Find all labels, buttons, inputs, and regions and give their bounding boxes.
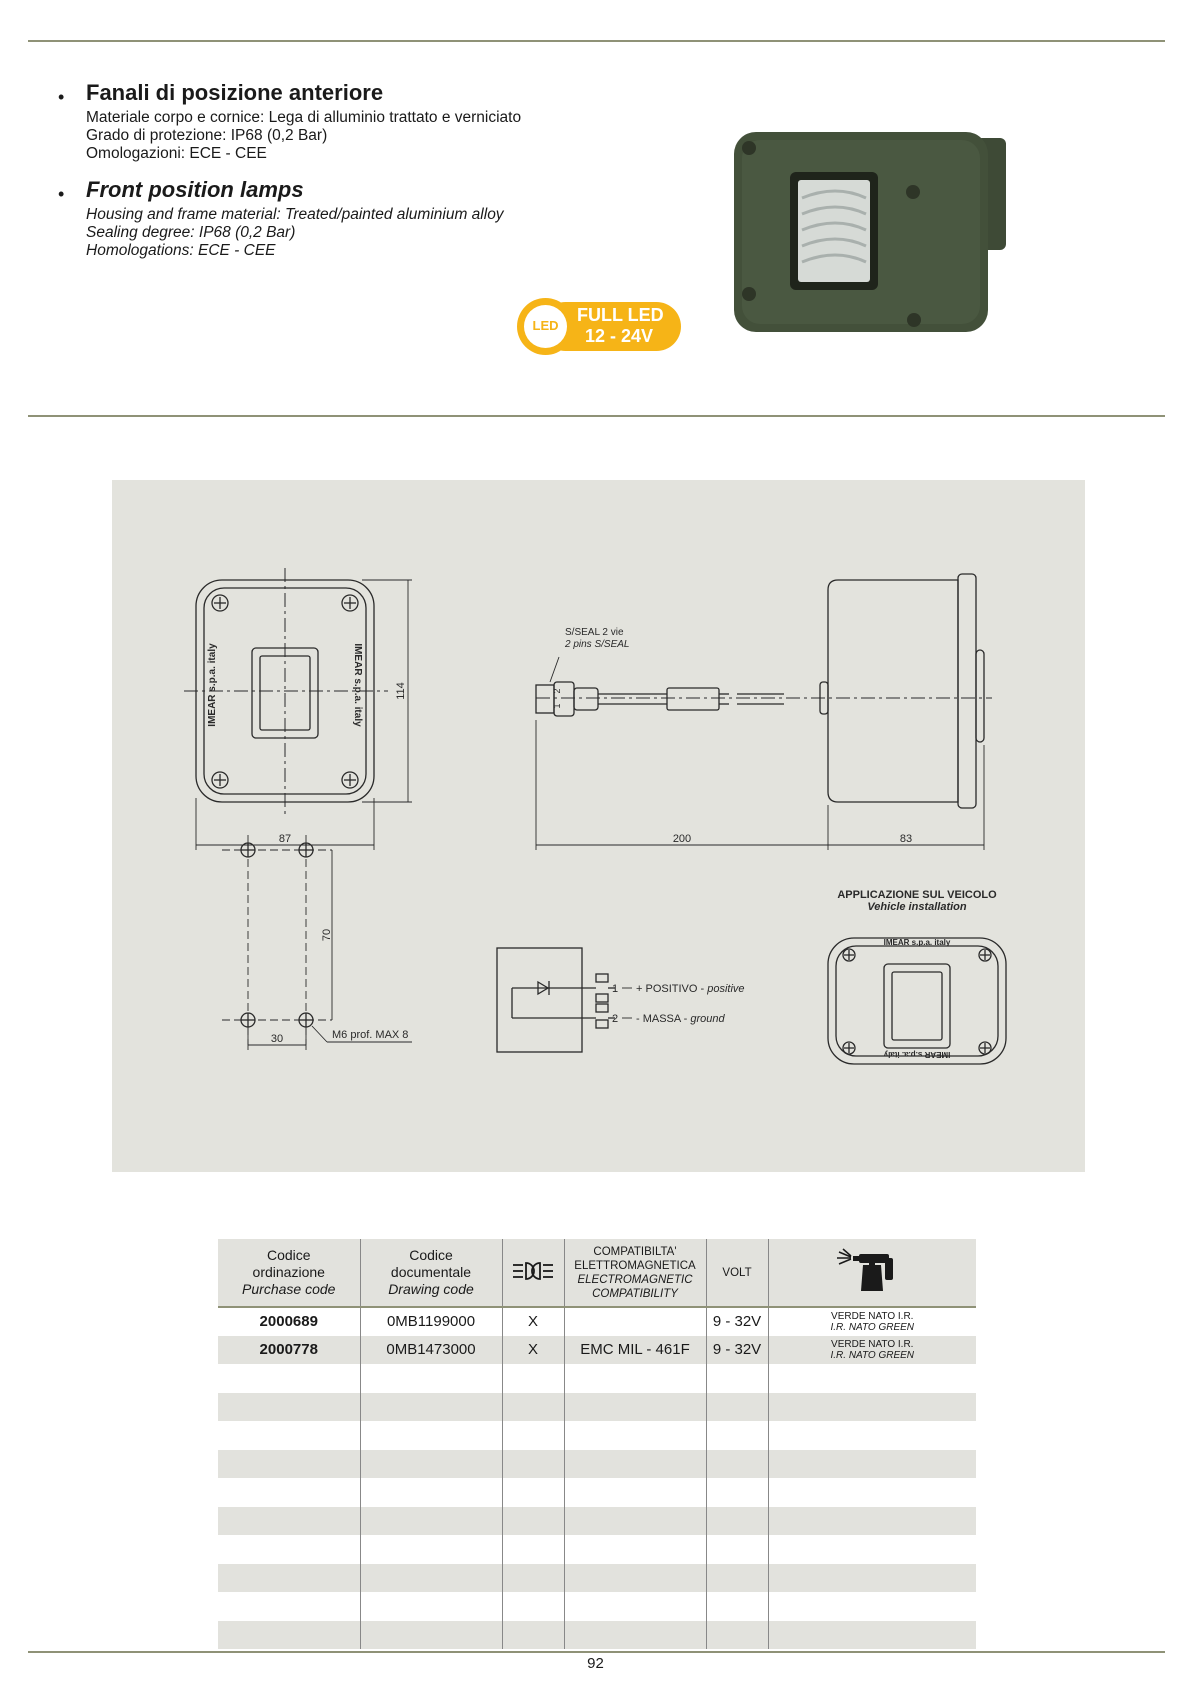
empty-cell [768,1564,976,1593]
spray-gun-icon [837,1248,907,1294]
empty-cell [706,1507,768,1536]
mounting-hole-icon [299,1013,313,1027]
top-divider [28,40,1165,42]
hole-horizontal-dimension: 30 [270,1033,284,1045]
empty-cell [218,1507,360,1536]
empty-cell [706,1564,768,1593]
wire2-label: - MASSA - ground [636,1013,725,1025]
mounting-hole-icon [299,843,313,857]
empty-table-row [218,1450,976,1479]
empty-cell [218,1621,360,1650]
emc-cell [564,1307,706,1336]
empty-cell [218,1364,360,1393]
empty-cell [564,1393,706,1422]
empty-cell [706,1621,768,1650]
depth-dimension: 83 [899,833,913,845]
screw-icon [212,772,228,788]
connector-note-en: 2 pins S/SEAL [565,639,630,650]
empty-cell [360,1535,502,1564]
empty-cell [706,1592,768,1621]
empty-cell [360,1592,502,1621]
page-number: 92 [587,1655,604,1672]
empty-cell [502,1364,564,1393]
installation-brand-top: IMEAR s.p.a. italy [883,938,951,947]
empty-cell [706,1535,768,1564]
empty-cell [360,1478,502,1507]
height-dimension: 114 [395,682,407,700]
emc-cell: EMC MIL - 461F [564,1336,706,1365]
wire1-number: 1 [612,983,619,995]
position-lamp-icon [511,1260,555,1282]
bottom-divider [28,1651,1165,1653]
installation-brand-bottom: IMEAR s.p.a. italy [883,1050,951,1059]
empty-cell [564,1564,706,1593]
bullet: • [58,87,65,107]
position-cell: X [502,1336,564,1365]
mounting-hole-icon [241,843,255,857]
empty-cell [218,1393,360,1422]
wire2-number: 2 [612,1013,619,1025]
empty-cell [564,1450,706,1479]
spec-line: Housing and frame material: Treated/painted aluminium alloy [86,206,504,223]
empty-cell [360,1450,502,1479]
pin2-label: 2 [552,688,562,694]
empty-cell [502,1507,564,1536]
empty-cell [768,1535,976,1564]
side-view [820,574,984,850]
empty-cell [360,1421,502,1450]
empty-cell [502,1478,564,1507]
led-icon-text: LED [532,318,559,333]
empty-cell [768,1393,976,1422]
empty-cell [502,1393,564,1422]
title-italian: Fanali di posizione anteriore [86,80,384,105]
installation-subtitle: Vehicle installation [867,901,967,913]
table-row [218,1336,976,1365]
empty-cell [768,1621,976,1650]
screw-icon [212,595,228,611]
empty-cell [768,1507,976,1536]
empty-cell [564,1478,706,1507]
empty-cell [564,1364,706,1393]
italian-spec-lines [86,109,521,163]
empty-table-row [218,1393,976,1422]
empty-cell [502,1564,564,1593]
empty-cell [768,1364,976,1393]
empty-cell [564,1535,706,1564]
header-finish [768,1239,976,1307]
empty-cell [768,1421,976,1450]
hole-vertical-dimension: 70 [321,928,333,942]
cable-length-dimension: 200 [672,833,692,845]
spec-line: Homologations: ECE - CEE [86,242,276,259]
drawing-code-cell: 0MB1199000 [360,1307,502,1336]
product-photo [728,110,1012,346]
empty-cell [218,1450,360,1479]
empty-table-row [218,1478,976,1507]
empty-cell [564,1621,706,1650]
empty-cell [706,1393,768,1422]
screw-icon [979,1042,991,1054]
technical-drawing [112,480,1085,1172]
mounting-hole-icon [241,1013,255,1027]
empty-table-row [218,1621,976,1650]
screw-icon [843,1042,855,1054]
empty-table-row [218,1364,976,1393]
empty-cell [502,1450,564,1479]
badge-line1: FULL LED [577,305,664,325]
middle-divider [28,415,1165,417]
empty-cell [360,1507,502,1536]
drawing-canvas [112,480,1085,1172]
empty-cell [706,1450,768,1479]
empty-cell [218,1421,360,1450]
empty-table-row [218,1507,976,1536]
full-led-badge [517,298,681,355]
empty-cell [218,1564,360,1593]
screw-icon [342,772,358,788]
spec-line: Grado di protezione: IP68 (0,2 Bar) [86,127,328,144]
empty-cell [564,1592,706,1621]
empty-cell [706,1364,768,1393]
volt-cell: 9 - 32V [706,1336,768,1365]
spec-line: Sealing degree: IP68 (0,2 Bar) [86,224,296,241]
title-english: Front position lamps [86,177,304,202]
empty-cell [564,1421,706,1450]
header-drawing-code: Codice documentale Drawing code [360,1239,502,1307]
purchase-code-cell: 2000778 [218,1336,360,1365]
bullet: • [58,184,65,204]
english-spec-lines [86,206,504,260]
screw-icon [843,949,855,961]
empty-table-row [218,1592,976,1621]
header-position-lamp [502,1239,564,1307]
empty-cell [360,1364,502,1393]
empty-cell [360,1393,502,1422]
header-volt: VOLT [706,1239,768,1307]
drawing-code-cell: 0MB1473000 [360,1336,502,1365]
empty-cell [564,1507,706,1536]
header-purchase-code: Codice ordinazione Purchase code [218,1239,360,1307]
cable-connector [536,657,992,850]
connector-note-it: S/SEAL 2 vie [565,627,624,638]
hole-pattern [222,835,412,1050]
spec-table [218,1239,976,1649]
empty-cell [360,1621,502,1650]
table-header-row [218,1239,976,1307]
empty-cell [218,1535,360,1564]
empty-table-row [218,1535,976,1564]
wire1-label: + POSITIVO - positive [636,983,745,995]
empty-cell [502,1535,564,1564]
led-icon [517,298,574,355]
table-row [218,1307,976,1336]
empty-cell [502,1421,564,1450]
empty-cell [768,1478,976,1507]
empty-cell [706,1421,768,1450]
empty-cell [502,1592,564,1621]
empty-cell [218,1478,360,1507]
purchase-code-cell: 2000689 [218,1307,360,1336]
volt-cell: 9 - 32V [706,1307,768,1336]
front-view [184,568,412,850]
spec-line: Omologazioni: ECE - CEE [86,145,267,162]
screw-icon [342,595,358,611]
installation-view [828,938,1006,1064]
badge-line2: 12 - 24V [585,326,654,346]
empty-table-row [218,1421,976,1450]
installation-title: APPLICAZIONE SUL VEICOLO [837,889,997,901]
header-emc: COMPATIBILTA' ELETTROMAGNETICA ELECTROMAGNETIC COMPATIBILITY [564,1239,706,1307]
brand-marking-right: IMEAR s.p.a. italy [352,643,363,727]
spec-line: Materiale corpo e cornice: Lega di alluminio trattato e verniciato [86,109,522,126]
pin1-label: 1 [552,703,562,709]
empty-table-row [218,1564,976,1593]
empty-cell [768,1592,976,1621]
wiring-schematic [497,948,632,1052]
empty-cell [502,1621,564,1650]
position-cell: X [502,1307,564,1336]
width-dimension: 87 [278,833,292,845]
finish-cell: VERDE NATO I.R. I.R. NATO GREEN [768,1336,976,1365]
empty-cell [768,1450,976,1479]
empty-cell [360,1564,502,1593]
empty-cell [218,1592,360,1621]
finish-cell: VERDE NATO I.R. I.R. NATO GREEN [768,1307,976,1336]
brand-marking-left: IMEAR s.p.a. italy [207,643,218,727]
thread-note: M6 prof. MAX 8 [332,1029,409,1041]
screw-icon [979,949,991,961]
empty-cell [706,1478,768,1507]
